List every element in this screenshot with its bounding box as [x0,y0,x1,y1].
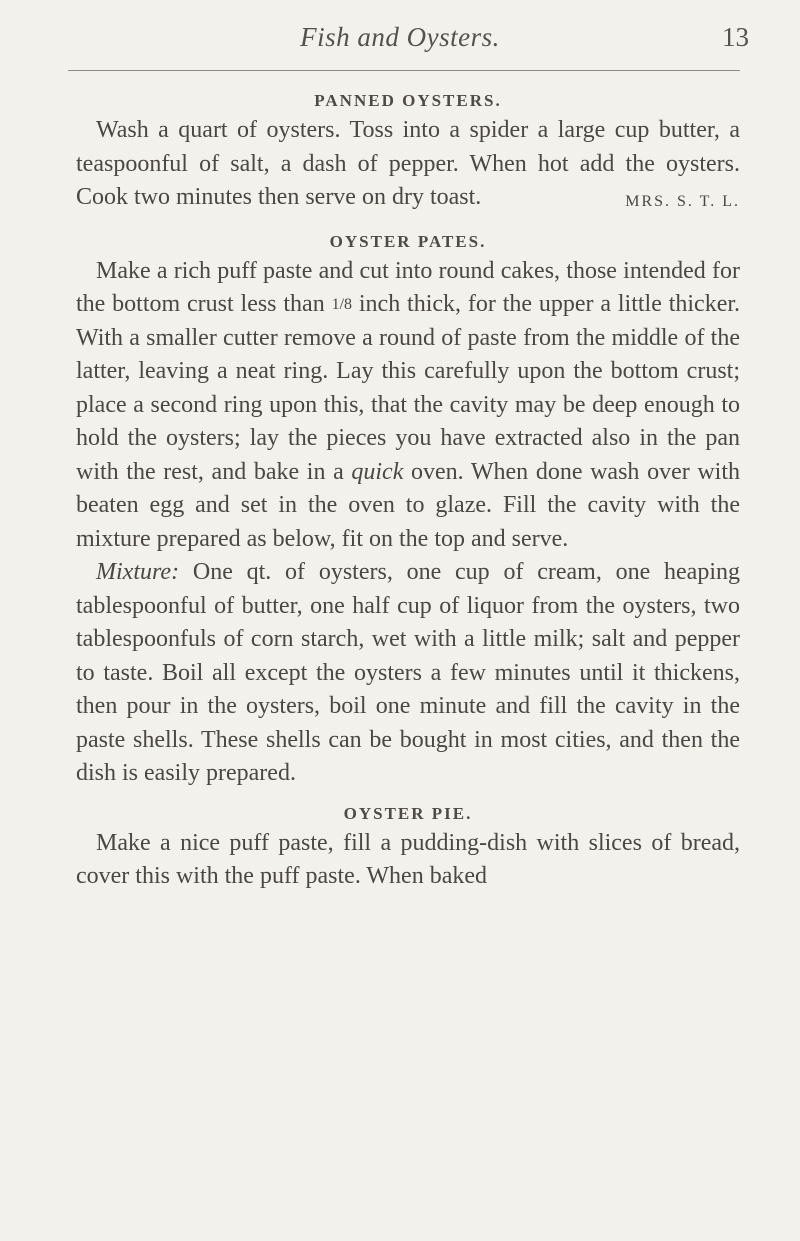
section-title-oyster-pates: OYSTER PATES. [329,231,487,251]
header-rule [68,70,740,71]
section-title-oyster-pie: OYSTER PIE. [343,803,473,823]
recipe-oyster-pie [76,827,740,894]
mixture-text: One qt. of oysters, one cup of cream, one heaping tablespoonful of butter, one half cup of liquor from the oysters, two tablespoonfuls of corn starch, wet with a little milk; salt and pepper to taste. Boil all except the oysters a few minutes until it thickens, then pour in the oysters, boil one minute and fill the cavity in the paste shells. These shells can be bought in most cities, and then the dish is easily prepared. [76,559,740,786]
running-title: Fish and Oysters. [300,22,500,52]
recipe-oyster-pates [76,255,740,557]
page-number: 13 [722,22,749,52]
recipe-signature: MRS. S. T. L. [625,193,740,210]
recipe-text-part2: inch thick, for the upper a little thicker. With a smaller cutter remove a round of paste from the middle of the latter, leaving a neat ring. Lay this carefully upon the bottom crust; place a second ring upon this, that the cavity may be deep enough to hold the oysters; lay the pieces you have extracted also in the pan with the rest, and bake in a [76,291,741,485]
mixture-label: Mixture: [96,559,180,585]
running-head [0,22,800,62]
recipe-text-part3: oven. When done wash over with beaten egg and set in the oven to glaze. Fill the cavity with the mixture prepared as below, fit on the top and serve. [76,458,741,552]
fraction: 1/8 [331,296,353,313]
page-body [76,88,740,894]
recipe-text-part1: Make a rich puff paste and cut into round cakes, those intended for the bottom crust less than [76,257,740,317]
recipe-panned-oysters [76,114,740,215]
recipe-text: Make a nice puff paste, fill a pudding-dish with slices of bread, cover this with the puff paste. When baked [76,829,740,889]
recipe-text: Wash a quart of oysters. Toss into a spider a large cup butter, a teaspoonful of salt, a dash of pepper. When hot add the oysters. Cook two minutes then serve on dry toast. [76,117,740,210]
recipe-mixture [76,556,740,791]
section-title-panned-oysters: PANNED OYSTERS. [314,91,502,110]
italic-word: quick [351,458,404,485]
